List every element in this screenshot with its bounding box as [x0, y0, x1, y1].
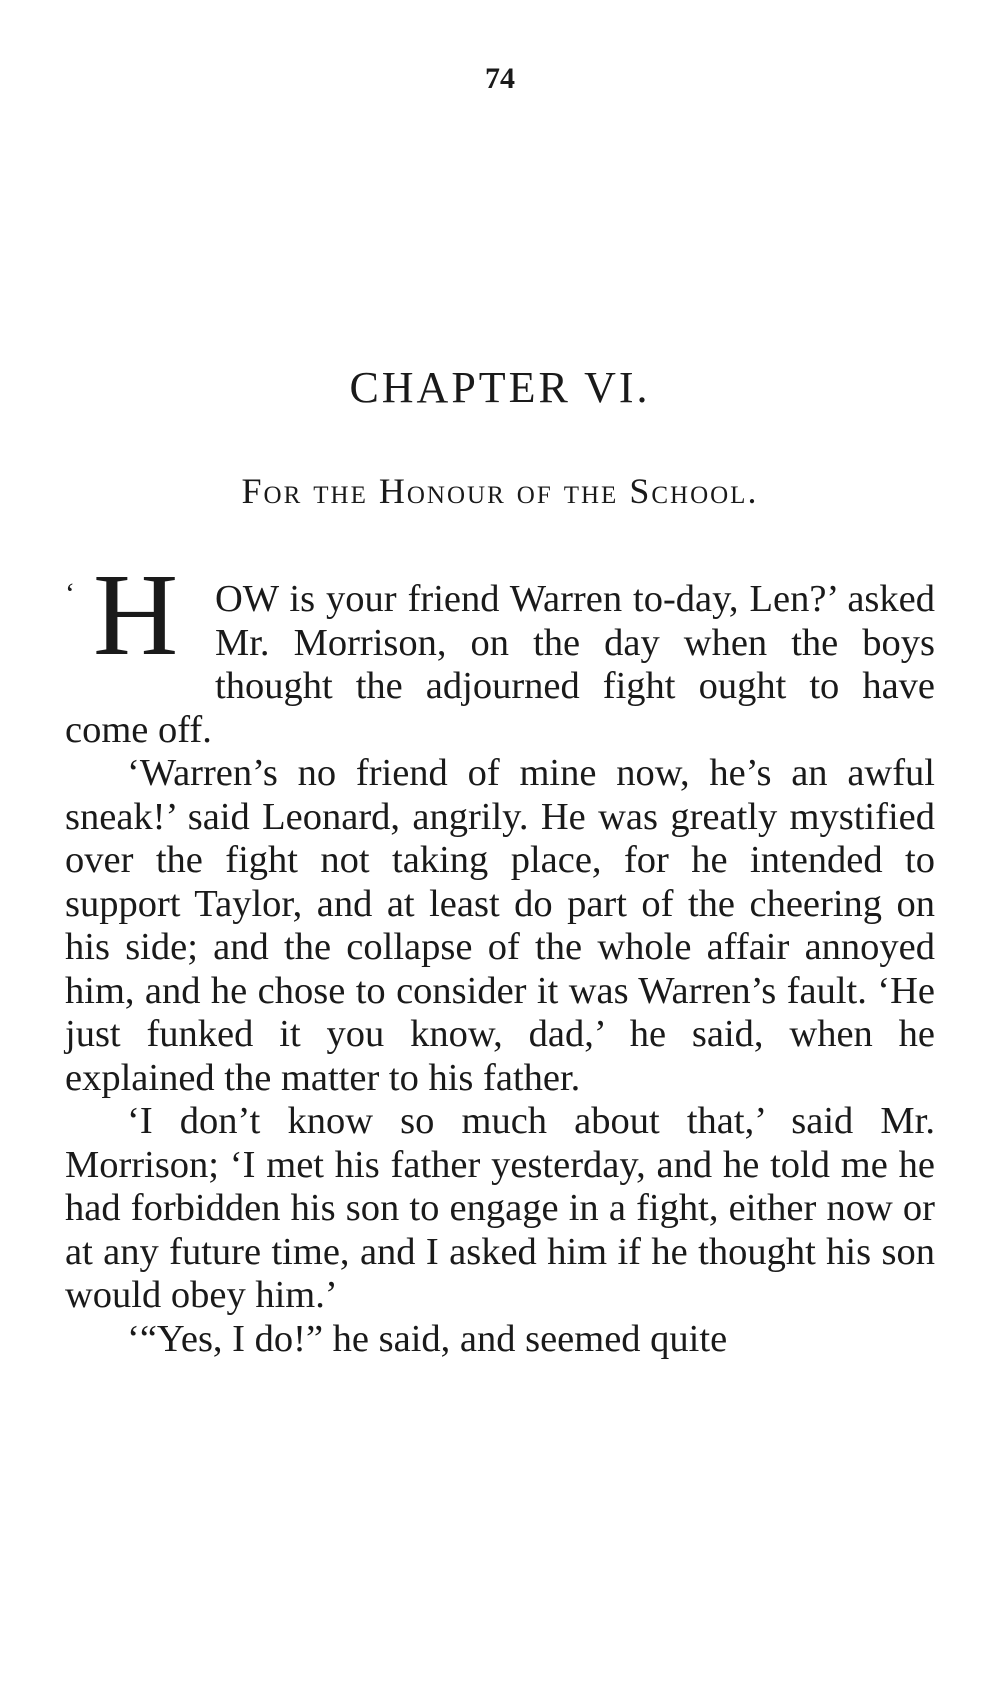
paragraph-4: ‘“Yes, I do!” he said, and seemed quite	[127, 1317, 728, 1360]
drop-cap-block	[65, 549, 215, 680]
drop-cap-letter: H	[93, 549, 179, 680]
chapter-title: CHAPTER VI.	[349, 363, 651, 412]
opening-quote-mark: ‘	[65, 577, 75, 610]
body-text	[65, 549, 935, 1361]
paragraph-2: ‘Warren’s no friend of mine now, he’s an awful sneak!’ said Leonard, angrily. He was greatly mystified over the fight not taking place, for he intended to support Taylor, and at least do part of the cheering on his side; and the collapse of the whole affair annoyed him, and he chose to consider it was Warren’s fault. ‘He just funked it you know, dad,’ he said, when he explained the matter to his father.	[65, 752, 935, 1099]
paragraph-3: ‘I don’t know so much about that,’ said Mr. Morrison; ‘I met his father yesterday, and he told me he had forbidden his son to engage in a fight, either now or at any future time, and I asked him if he thought his son would obey him.’	[65, 1100, 935, 1316]
paragraph-1-text: OW is your friend Warren to-day, Len?’ asked Mr. Morrison, on the day when the boys thought the adjourned fight ought to have come off.	[65, 578, 935, 751]
paragraph-1	[65, 549, 935, 752]
page-number: 74	[485, 62, 515, 95]
chapter-subtitle: For the Honour of the School.	[241, 471, 759, 511]
